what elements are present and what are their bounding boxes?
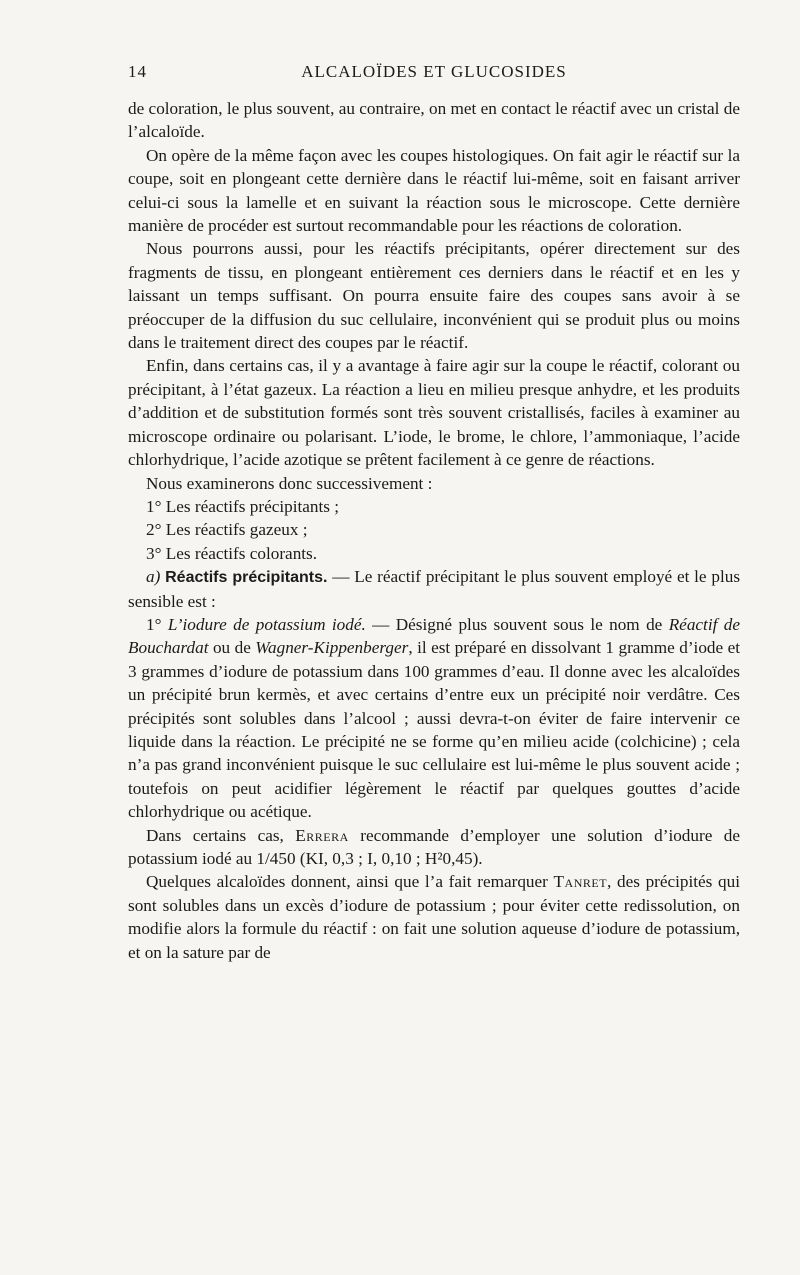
reagent-alias: Wagner-Kippenberger <box>255 638 409 658</box>
reagent-name: L’iodure de potassium iodé. <box>167 614 366 634</box>
running-title: ALCALOÏDES ET GLUCOSIDES <box>301 62 567 81</box>
list-item: 3° Les réactifs colorants. <box>146 543 318 563</box>
section-title: Réactifs précipitants. <box>165 569 328 587</box>
paragraph <box>128 824 740 871</box>
reagent-number: 1° <box>146 614 162 634</box>
paragraph: On opère de la même façon avec les coupes histologiques. On fait agir le réactif sur la coupe, soit en plongeant cette dernière dans le réactif lui-même, soit en faisant arriver celui-ci sous la lamelle et en suivant la réaction sous le microscope. Cette dernière manière de procéder est surtout recommandable pour les réactions de coloration. <box>128 145 740 236</box>
reagent-alias: Réactif de Bouchardat <box>128 614 740 658</box>
author-name: Errera <box>295 825 349 845</box>
section-label: a) <box>146 567 161 587</box>
reagent-paragraph <box>128 613 740 824</box>
section-text: — Le réactif précipitant le plus souvent employé et le plus sensible est : <box>128 567 741 611</box>
paragraph: de coloration, le plus souvent, au contraire, on met en contact le réactif avec un cristal de l’alcaloïde. <box>128 99 740 142</box>
reagent-text: ou de <box>208 638 256 658</box>
author-name: Tanret <box>553 872 608 892</box>
list-item: 2° Les réactifs gazeux ; <box>146 520 308 540</box>
paragraph-text: recommande d’employer une solution d’iodure de potassium iodé au 1/450 (KI, 0,3 ; I, 0,10 ; H²0,45). <box>128 825 740 868</box>
paragraph-text: Quelques alcaloïdes donnent, ainsi que l’a fait remarquer <box>146 872 554 892</box>
reagent-text: — Désigné plus souvent sous le nom de <box>365 614 669 634</box>
paragraph: Enfin, dans certains cas, il y a avantage à faire agir sur la coupe le réactif, colorant ou précipitant, à l’état gazeux. La réaction a lieu en milieu presque anhydre, et les produits d’addition et de substitution formés sont très souvent cristallisés, faciles à examiner au microscope ordinaire ou polarisant. L’iode, le brome, le chlore, l’ammoniaque, l’acide chlorhydrique, l’acide azotique se prêtent facilement à ce genre de réactions. <box>128 356 740 470</box>
paragraph: Nous examinerons donc successivement : <box>146 473 433 493</box>
paragraph-text: , des précipités qui sont solubles dans un excès d’iodure de potassium ; pour éviter cette redissolution, on modifie alors la formule du réactif : on fait une solution aqueuse d’iodure de potassium, et on la sature par de <box>128 872 740 962</box>
list-item: 1° Les réactifs précipitants ; <box>146 496 339 516</box>
paragraph <box>128 870 740 964</box>
paragraph: Nous pourrons aussi, pour les réactifs précipitants, opérer directement sur des fragments de tissu, en plongeant entièrement ces derniers dans le réactif et en les y laissant un temps suffisant. On pourra ensuite faire des coupes sans avoir à se préoccuper de la diffusion du suc cellulaire, inconvénient qui se produit plus ou moins dans le traitement direct des coupes par le réactif. <box>128 239 740 353</box>
body-text <box>128 97 740 964</box>
paragraph-text: Dans certains cas, <box>146 825 296 845</box>
reagent-text: , il est préparé en dissolvant 1 gramme d’iode et 3 grammes d’iodure de potassium dans 100 grammes d’eau. Il donne avec les alcaloïdes un précipité brun kermès, et avec certains d’entre eux un précipité noir verdâtre. Ces précipités sont solubles dans l’alcool ; aussi devra-t-on éviter de faire intervenir ce liquide dans la réaction. Le précipité ne se forme qu’en milieu acide (colchicine) ; cela n’a pas grand inconvénient puisque le suc cellulaire est lui-même le plus souvent acide ; toutefois on peut acidifier légèrement le réactif par quelques gouttes d’acide chlorhydrique ou acétique. <box>128 638 740 822</box>
page-header <box>128 62 740 86</box>
page-number: 14 <box>128 62 147 81</box>
section-a-paragraph <box>128 565 740 613</box>
